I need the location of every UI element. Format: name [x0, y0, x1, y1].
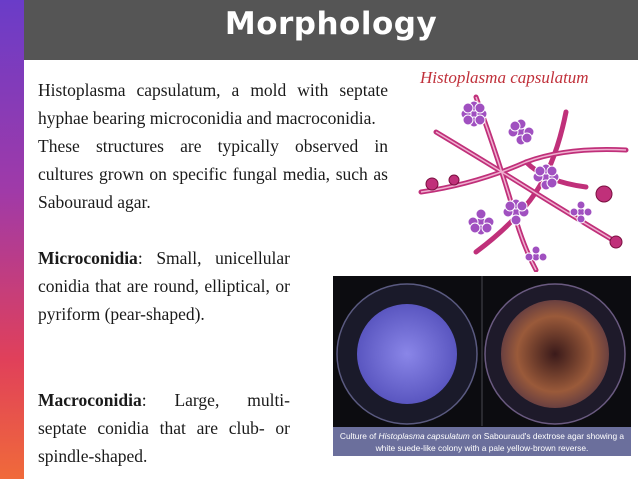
microconidia-term: Microconidia — [38, 248, 138, 268]
microconidia-text — [38, 244, 290, 328]
photo-caption — [333, 427, 631, 456]
microconidia-description: : Small, unicellular conidia that are round, elliptical, or pyriform (pear-shaped). — [38, 248, 290, 324]
intro-paragraph-1: Histoplasma capsulatum, a mold with septate hyphae bearing microconidia and macroconidia. — [38, 80, 388, 128]
histoplasma-illustration — [416, 92, 634, 272]
slide-title: Morphology — [224, 6, 438, 42]
caption-prefix: Culture of — [339, 431, 379, 441]
title-bar — [24, 0, 638, 60]
accent-bar — [0, 0, 24, 479]
macroconidia-description: : Large, multi-septate conidia that are club- or spindle-shaped. — [38, 390, 290, 466]
intro-text — [38, 76, 388, 216]
macroconidia-term: Macroconidia — [38, 390, 142, 410]
intro-paragraph-2: These structures are typically observed in cultures grown on specific fungal media, such as Sabouraud agar. — [38, 136, 388, 212]
caption-species: Histoplasma capsulatum — [378, 431, 470, 441]
illustration-title: Histoplasma capsulatum — [420, 68, 589, 87]
caption-suffix: on Sabouraud's dextrose agar showing a white suede-like colony with a pale yellow-brown reverse. — [375, 431, 625, 453]
macroconidia-text — [38, 386, 290, 470]
